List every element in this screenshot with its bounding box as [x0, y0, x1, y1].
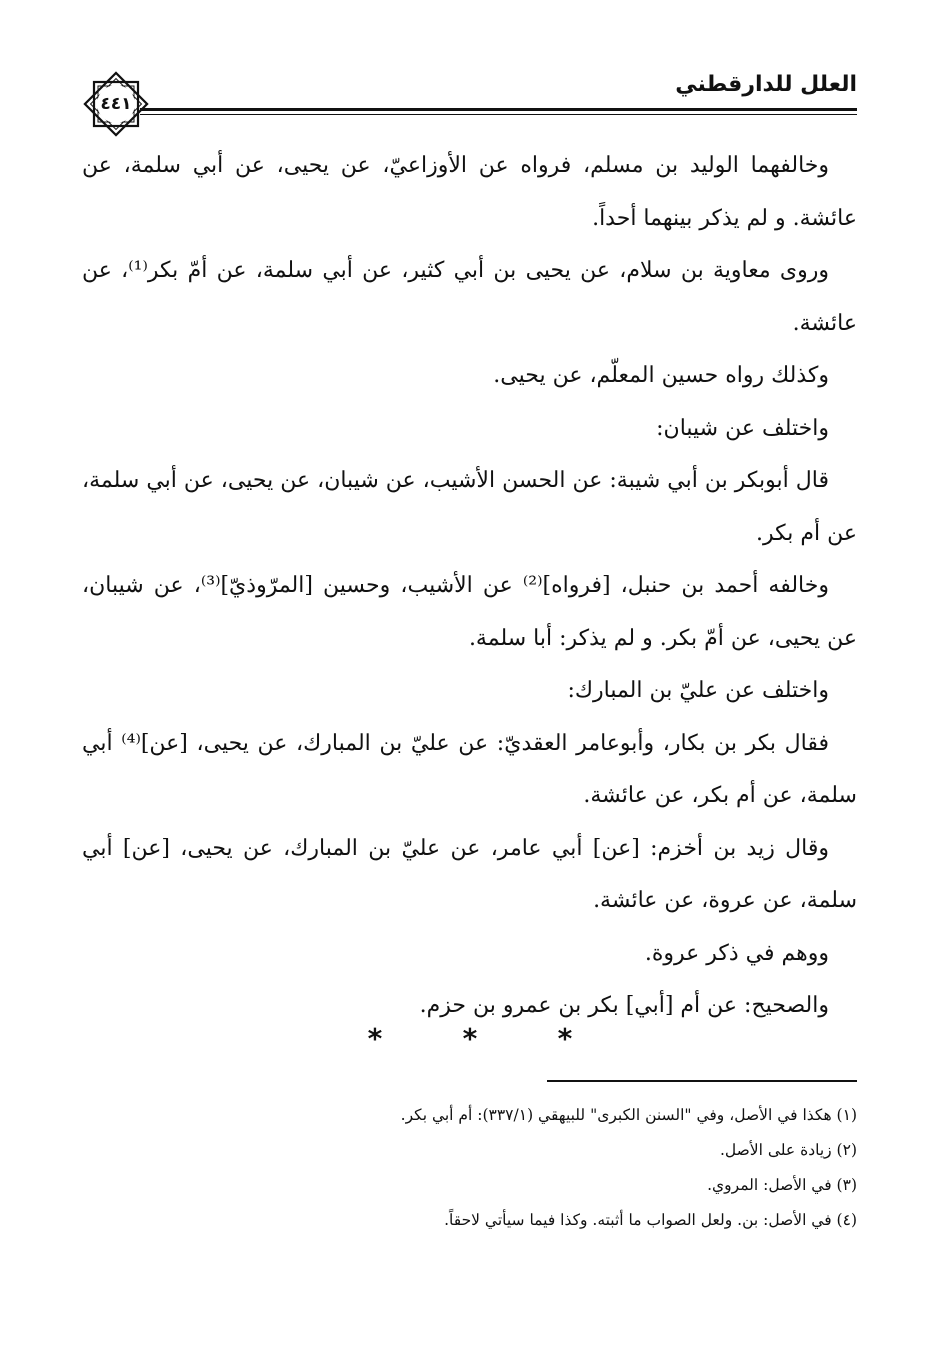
paragraph: وكذلك رواه حسين المعلّم، عن يحيى. [493, 363, 829, 388]
section-separator [360, 1022, 580, 1055]
footnotes [82, 1098, 857, 1238]
page-number: ٤٤١ [100, 94, 132, 114]
separator-star: * [557, 1022, 573, 1055]
header-rule [140, 108, 857, 117]
paragraph: والصحيح: عن أم [أبي] بكر بن عمرو بن حزم. [419, 993, 829, 1018]
paragraph: قال أبوبكر بن أبي شيبة: عن الحسن الأشيب، عن شيبان، عن يحيى، عن أبي سلمة، عن أم بكر. [82, 468, 857, 546]
running-header-title: العلل للدارقطني [675, 72, 857, 97]
page-number-badge [80, 68, 152, 140]
paragraph: وخالفه أحمد بن حنبل، [فرواه]⁽²⁾ عن الأشيب، وحسين [المرّوذيّ]⁽³⁾، عن شيبان، عن يحيى، عن أمّ بكر. و لم يذكر: أبا سلمة. [82, 573, 857, 651]
footnote: (٣) في الأصل: المروي. [707, 1176, 857, 1194]
paragraph: وخالفهما الوليد بن مسلم، فرواه عن الأوزاعيّ، عن يحيى، عن أبي سلمة، عن عائشة. و لم يذكر بينهما أحداً. [82, 153, 857, 231]
header-rule-thin [140, 114, 857, 115]
paragraph: وروى معاوية بن سلام، عن يحيى بن أبي كثير، عن أبي سلمة، عن أمّ بكر⁽¹⁾، عن عائشة. [82, 258, 857, 336]
footnote-rule [547, 1080, 857, 1082]
paragraph: وقال زيد بن أخزم: [عن] أبي عامر، عن عليّ بن المبارك، عن يحيى، [عن] أبي سلمة، عن عروة، عن عائشة. [82, 835, 857, 913]
header-rule-thick [140, 108, 857, 111]
paragraph: فقال بكر بن بكار، وأبوعامر العقديّ: عن عليّ بن المبارك، عن يحيى، [عن]⁽⁴⁾ أبي سلمة، عن أم بكر، عن عائشة. [82, 730, 857, 808]
separator-star: * [367, 1022, 383, 1055]
paragraph: ووهم في ذكر عروة. [644, 940, 829, 966]
main-text [82, 140, 857, 1033]
paragraph: واختلف عن شيبان: [656, 415, 829, 441]
separator-star: * [462, 1022, 478, 1055]
footnote: (٤) في الأصل: بن. ولعل الصواب ما أثبته. وكذا فيما سيأتي لاحقاً. [444, 1211, 857, 1229]
footnote: (٢) زيادة على الأصل. [719, 1141, 857, 1159]
footnote: (١) هكذا في الأصل، وفي "السنن الكبرى" للبيهقي (٣٣٧/١): أم أبي بكر. [400, 1106, 857, 1124]
paragraph: واختلف عن عليّ بن المبارك: [567, 678, 829, 703]
